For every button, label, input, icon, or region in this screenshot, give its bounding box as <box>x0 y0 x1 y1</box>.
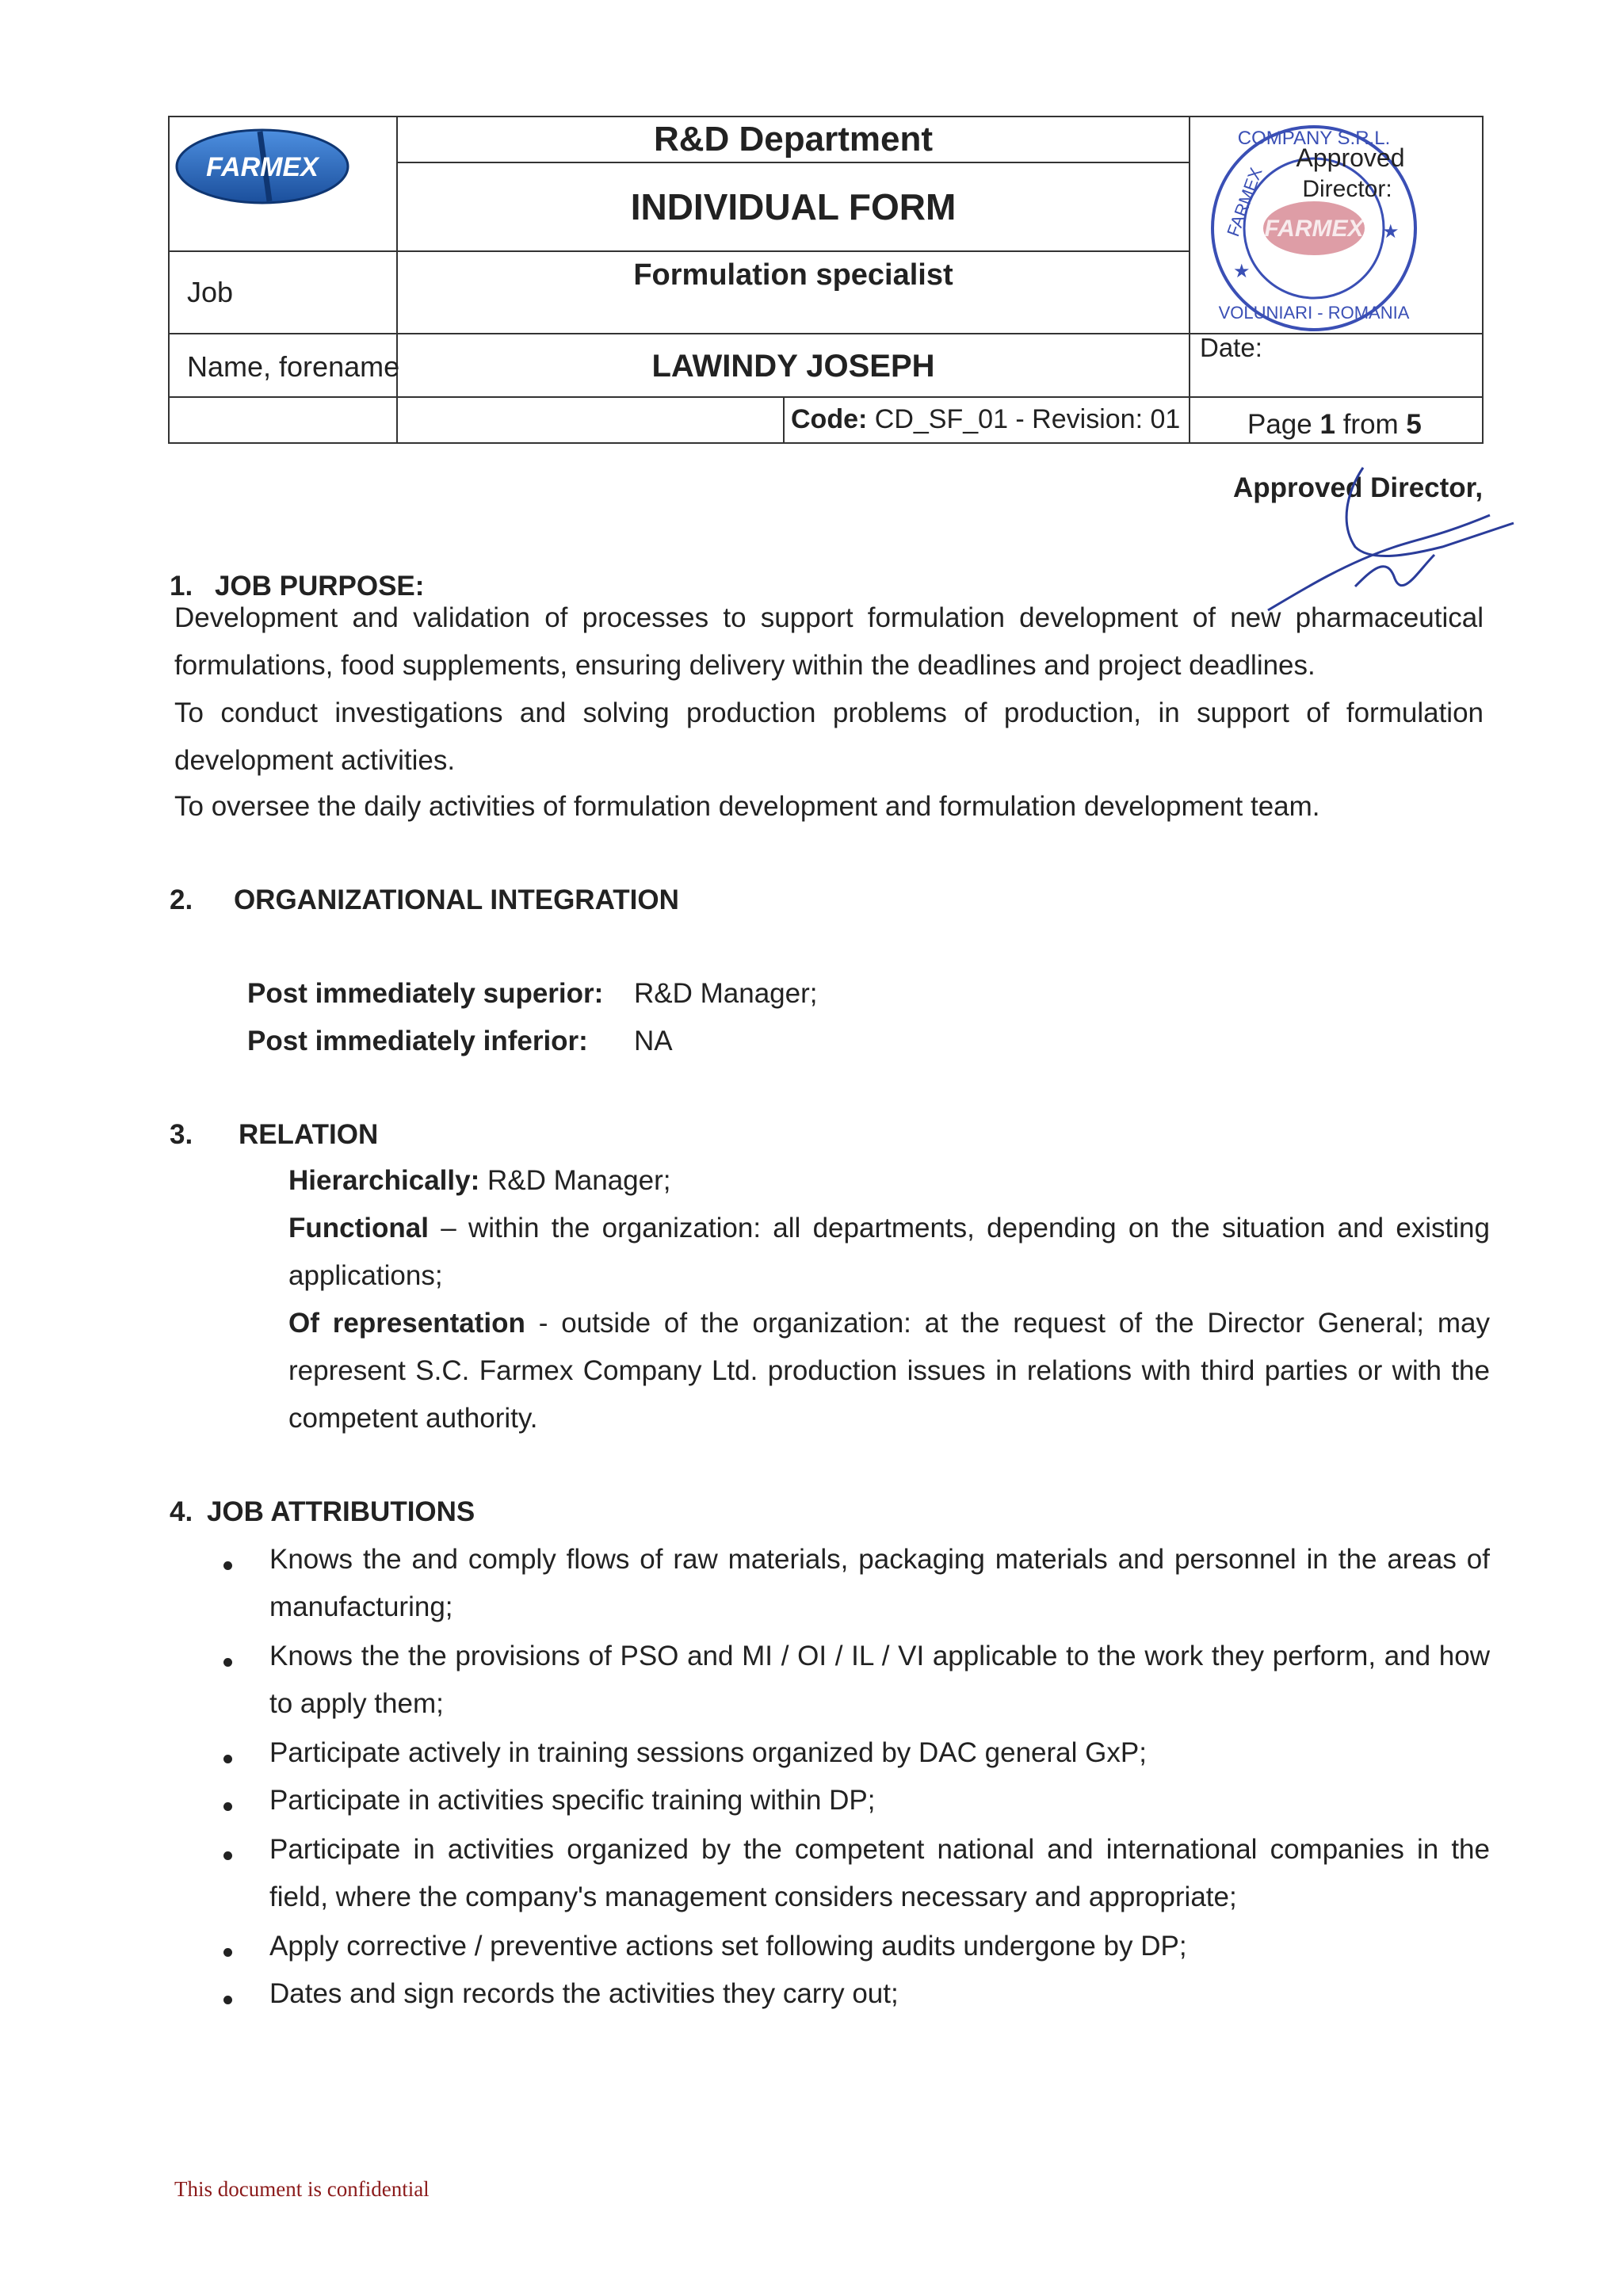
rep-value: - outside of the organization: at the request of the Director General; may represent S.C. Farmex Company Ltd. production issues in relations with third parties or with the competent authority. <box>288 1308 1490 1434</box>
section-3-title: RELATION <box>238 1119 379 1150</box>
table-divider <box>1189 116 1190 444</box>
svg-text:★: ★ <box>1233 261 1251 282</box>
attribution-item: Knows the the provisions of PSO and MI / OI / IL / VI applicable to the work they perform, and how to apply them; <box>269 1641 1490 1719</box>
bullet-icon <box>223 1948 232 1957</box>
job-label: Job <box>187 276 234 308</box>
rep-label: Of representation <box>288 1308 525 1339</box>
name-value: LAWINDY JOSEPH <box>651 349 935 384</box>
attribution-item: Participate in activities organized by the competent national and international companies in the field, where the company's management considers necessary and appropriate; <box>269 1834 1490 1912</box>
section-2-number: 2. <box>170 884 193 915</box>
farmex-logo <box>173 125 352 208</box>
svg-text:FARMEX: FARMEX <box>1223 165 1266 239</box>
hier-value: R&D Manager; <box>487 1165 671 1196</box>
svg-text:VOLUNIARI - ROMANIA: VOLUNIARI - ROMANIA <box>1218 303 1410 323</box>
bullet-icon <box>223 1802 232 1811</box>
table-divider <box>783 396 785 444</box>
svg-text:COMPANY S.R.L.: COMPANY S.R.L. <box>1237 128 1391 149</box>
superior-label: Post immediately superior: <box>247 978 604 1009</box>
svg-text:FARMEX: FARMEX <box>1264 216 1364 242</box>
superior-value: R&D Manager; <box>634 978 818 1009</box>
form-title: INDIVIDUAL FORM <box>630 186 957 227</box>
date-label: Date: <box>1200 333 1262 362</box>
bullet-icon <box>223 1996 232 2004</box>
section-4-title: JOB ATTRIBUTIONS <box>206 1496 475 1527</box>
section-4-number: 4. <box>170 1496 193 1527</box>
section-2-title: ORGANIZATIONAL INTEGRATION <box>233 884 679 915</box>
attribution-item: Participate in activities specific training within DP; <box>269 1785 876 1816</box>
confidential-footer: This document is confidential <box>174 2177 430 2201</box>
bullet-icon <box>223 1851 232 1860</box>
code-cell <box>791 404 1180 435</box>
hier-label: Hierarchically: <box>288 1165 480 1196</box>
attribution-item: Apply corrective / preventive actions set following audits undergone by DP; <box>269 1931 1187 1962</box>
section-3-number: 3. <box>170 1119 193 1150</box>
table-divider <box>168 396 1484 398</box>
section-1-paragraph: To oversee the daily activities of formulation development and formulation development team. <box>174 791 1320 822</box>
company-stamp <box>1197 111 1431 346</box>
section-1-paragraph: Development and validation of processes to support formulation development of new pharmaceutical formulations, food supplements, ensuring delivery within the deadlines and project deadlines. <box>174 602 1484 681</box>
page-from: from <box>1342 409 1399 440</box>
relation-functional <box>288 1205 1490 1300</box>
department-title: R&D Department <box>653 120 934 159</box>
func-value: – within the organization: all departments, depending on the situation and existing applications; <box>288 1213 1490 1291</box>
inferior-label: Post immediately inferior: <box>247 1026 588 1056</box>
attribution-item: Participate actively in training sessions organized by DAC general GxP; <box>269 1737 1147 1768</box>
page-total: 5 <box>1406 409 1422 440</box>
svg-text:Director:: Director: <box>1302 176 1392 202</box>
svg-text:★: ★ <box>1382 221 1400 243</box>
bullet-icon <box>223 1561 232 1570</box>
inferior-value: NA <box>634 1026 673 1056</box>
bullet-icon <box>223 1755 232 1763</box>
relation-representation <box>288 1300 1490 1442</box>
func-label: Functional <box>288 1213 429 1244</box>
section-1-paragraph: To conduct investigations and solving production problems of production, in support of formulation development activities. <box>174 697 1484 776</box>
approved-director-label: Approved Director, <box>1233 472 1484 503</box>
section-1-number: 1. <box>170 571 193 602</box>
section-4-heading <box>170 1496 475 1528</box>
page-current: 1 <box>1319 409 1335 440</box>
page-indicator <box>1247 409 1422 441</box>
relation-hierarchical <box>288 1157 1490 1205</box>
section-2-heading <box>170 884 679 916</box>
svg-text:FARMEX: FARMEX <box>206 152 319 182</box>
code-value: CD_SF_01 - Revision: 01 <box>874 404 1181 434</box>
job-value: Formulation specialist <box>633 258 953 292</box>
section-3-heading <box>170 1119 378 1151</box>
code-label: Code: <box>791 404 868 434</box>
section-1-title: JOB PURPOSE: <box>214 571 425 602</box>
name-label: Name, forename <box>187 350 400 383</box>
svg-text:Approved: Approved <box>1296 143 1405 172</box>
bullet-icon <box>223 1658 232 1667</box>
attribution-item: Dates and sign records the activities they carry out; <box>269 1978 899 2009</box>
page-prefix: Page <box>1247 409 1312 440</box>
attribution-item: Knows the and comply flows of raw materials, packaging materials and personnel in the areas of manufacturing; <box>269 1544 1490 1622</box>
